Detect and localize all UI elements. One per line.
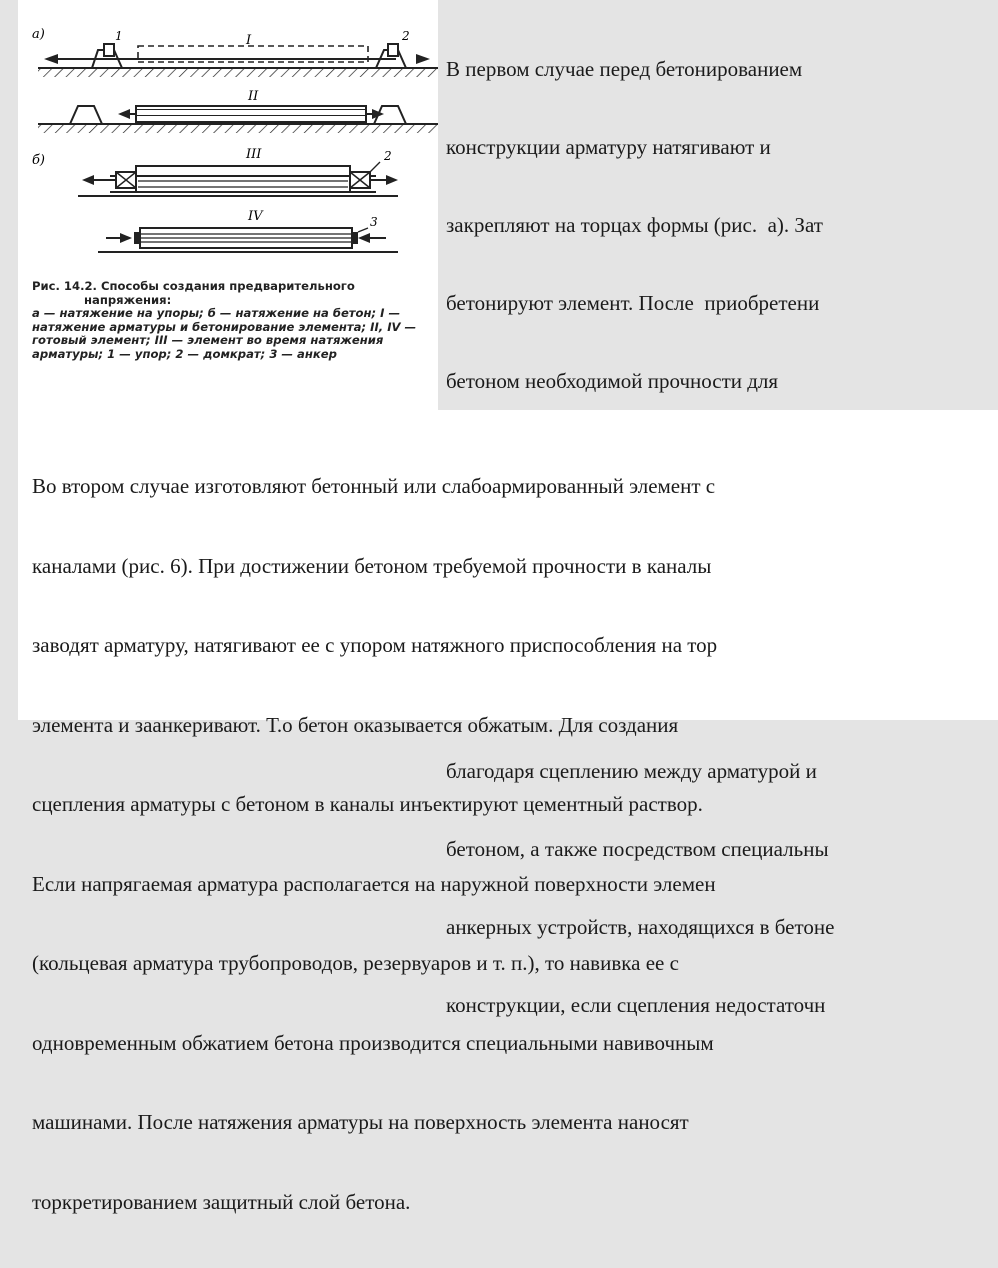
text-line: Во втором случае изготовляют бетонный или слабоармированный элемент с	[32, 474, 716, 498]
prestress-methods-diagram	[18, 0, 438, 280]
figure-panel	[18, 0, 438, 410]
text-line: (кольцевая арматура трубопроводов, резервуаров и т. п.), то навивка ее с	[32, 951, 679, 975]
text-line: В первом случае перед бетонированием	[446, 57, 803, 81]
label-1: 1	[115, 29, 123, 43]
caption-legend: а — натяжение на упоры; б — натяжение на бетон; I — натяжение арматуры и бетонирование элемента; II, IV — готовый элемент; III — элемент во время натяжения арматуры; 1 — упор; 2 — домкрат; 3 — анкер	[32, 306, 417, 361]
label-2: 2	[402, 29, 410, 43]
text-line: бетонируют элемент. После приобретени	[446, 291, 820, 315]
text-line: бетоном необходимой прочности для	[446, 369, 779, 393]
text-line: анкерных устройств, находящихся в бетоне	[446, 915, 835, 939]
row-b-stage-III	[78, 162, 398, 196]
text-line: благодаря сцеплению между арматурой и	[446, 759, 817, 783]
bottom-text-block	[32, 420, 717, 1268]
row-a-stage-II	[38, 106, 438, 133]
text-line: сцепления арматуры с бетоном в каналы инъектируют цементный раствор.	[32, 792, 703, 816]
text-line: элемента и заанкеривают. Т.о бетон оказывается обжатым. Для создания	[32, 712, 679, 737]
label-2b: 2	[384, 149, 392, 163]
figure-caption	[32, 280, 432, 362]
text-line: бетоном, а также посредством специальны	[446, 837, 829, 861]
text-line: Если напрягаемая арматура располагается на наружной поверхности элемен	[32, 871, 716, 896]
label-a: а)	[32, 27, 45, 42]
text-line: торкретированием защитный слой бетона.	[32, 1189, 411, 1214]
caption-title: Рис. 14.2. Способы создания предварительного напряжения:	[32, 279, 355, 307]
text-line: каналами (рис. 6). При достижении бетоном требуемой прочности в каналы	[32, 553, 712, 578]
text-line: одновременным обжатием бетона производится специальными навивочным	[32, 1030, 714, 1055]
text-line: конструкции арматуру натягивают и	[446, 135, 771, 159]
label-I: I	[246, 33, 252, 48]
text-line: конструкции, если сцепления недостаточн	[446, 993, 826, 1017]
label-II: II	[248, 89, 259, 104]
row-b-stage-IV	[98, 228, 398, 252]
text-line: заводят арматуру, натягивают ее с упором натяжного приспособления на тор	[32, 633, 718, 657]
label-III: III	[246, 147, 262, 162]
text-line: машинами. После натяжения арматуры на поверхность элемента наносят	[32, 1110, 689, 1134]
row-a-stage-I	[38, 44, 438, 77]
label-b: б)	[32, 153, 46, 168]
text-line: закрепляют на торцах формы (рис. а). Зат	[446, 213, 823, 237]
label-3: 3	[370, 215, 378, 229]
label-IV: IV	[248, 209, 263, 224]
